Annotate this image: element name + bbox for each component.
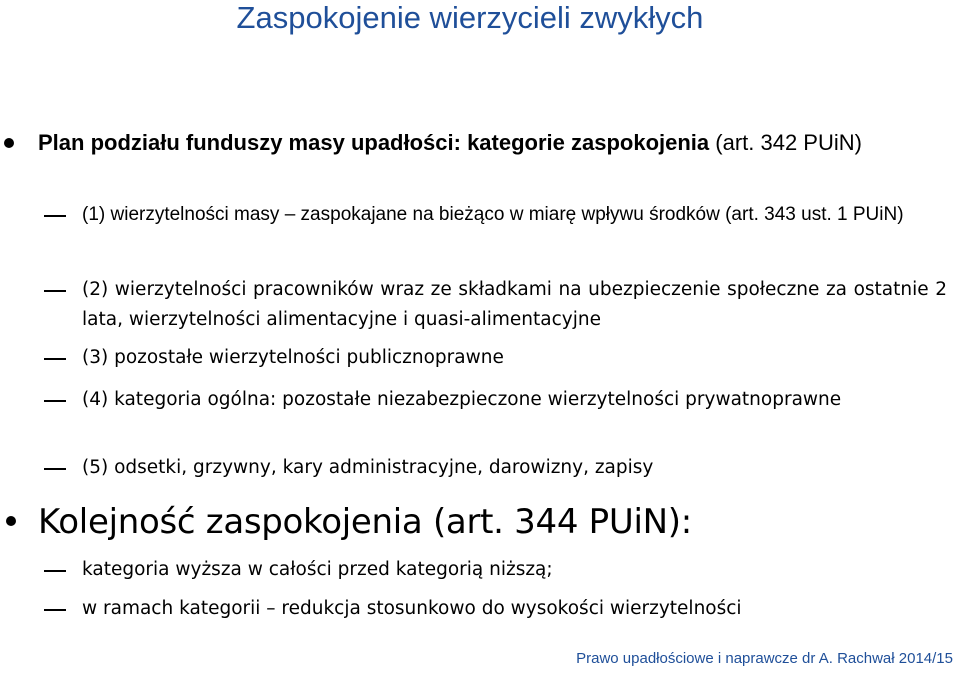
sub-item-text: w ramach kategorii – redukcja stosunkowo do wysokości wierzytelności xyxy=(82,598,742,619)
slide-title: Zaspokojenie wierzycieli zwykłych xyxy=(236,0,704,35)
heading-rest: (art. 342 PUiN) xyxy=(709,130,862,155)
sub-item-text: (4) kategoria ogólna: pozostałe niezabezpieczone wierzytelności prywatnoprawne xyxy=(82,389,842,410)
dash-icon xyxy=(44,400,66,402)
sub-item-text: kategoria wyższa w całości przed kategorią niższą; xyxy=(82,559,553,580)
sub-item-text: (5) odsetki, grzywny, kary administracyjne, darowizny, zapisy xyxy=(82,457,654,478)
dash-icon xyxy=(44,358,66,360)
heading-bold: Plan podziału funduszy masy upadłości: kategorie zaspokojenia xyxy=(38,130,710,155)
bullet-dot-icon xyxy=(6,516,16,526)
sub-item-text: (3) pozostałe wierzytelności publicznoprawne xyxy=(82,347,504,368)
footer: Prawo upadłościowe i naprawcze dr A. Rachwał 2014/15 xyxy=(576,650,953,667)
dash-icon xyxy=(44,468,66,470)
bullet-text xyxy=(38,128,948,158)
dash-icon xyxy=(44,609,66,611)
dash-icon xyxy=(44,570,66,572)
dash-icon xyxy=(44,215,66,217)
bullet-text: Kolejność zaspokojenia (art. 344 PUiN): xyxy=(38,502,692,542)
sub-item-text: (1) wierzytelności masy – zaspokajane na bieżąco w miarę wpływu środków (art. 343 ust. 1 PUiN) xyxy=(82,204,904,225)
sub-item-text: (2) wierzytelności pracowników wraz ze składkami na ubezpieczenie społeczne za ostatnie 2 lata, wierzytelności alimentacyjne i quasi-alimentacyjne xyxy=(82,279,947,330)
dash-icon xyxy=(44,290,66,292)
bullet-dot-icon xyxy=(4,138,14,148)
